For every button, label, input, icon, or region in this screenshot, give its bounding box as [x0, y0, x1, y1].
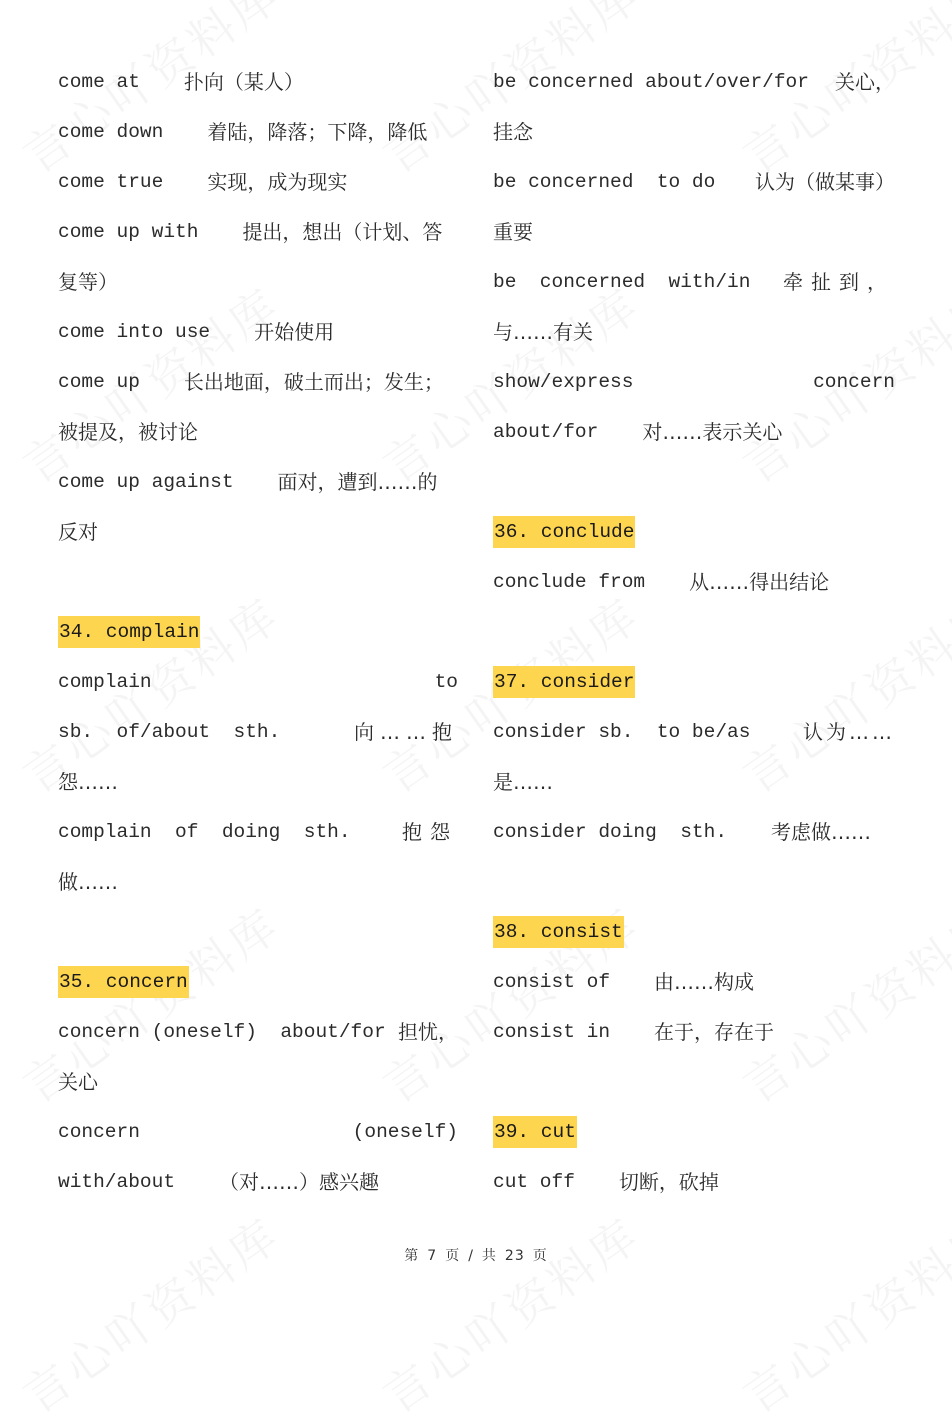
entry-be-concerned-about	[493, 57, 895, 107]
entry-come-at	[58, 57, 458, 107]
entry-concern-with-line2	[58, 1157, 458, 1207]
phrase: consist in	[493, 1021, 611, 1043]
section-heading: 34. complain	[58, 616, 200, 648]
current-page-number: 7	[427, 1248, 438, 1264]
meaning: 抱怨	[402, 820, 458, 844]
meaning: 提出，想出（计划、答	[242, 220, 443, 244]
entry-show-concern	[493, 357, 895, 407]
entry-come-into-use	[58, 307, 458, 357]
phrase: conclude from	[493, 571, 646, 593]
phrase: complain of doing sth.	[58, 821, 351, 843]
phrase: (oneself)	[352, 1121, 458, 1143]
meaning-continued: 怨……	[58, 770, 118, 794]
section-complain	[58, 607, 458, 657]
entry-consider-doing	[493, 807, 895, 857]
footer-total-prefix: 共	[481, 1248, 497, 1264]
entry-come-up	[58, 357, 458, 407]
meaning: 长出地面，破土而出；发生；	[183, 370, 444, 394]
footer-total-suffix: 页	[532, 1248, 548, 1264]
entry-come-up-with-cont	[58, 257, 458, 307]
phrase: come up	[58, 371, 140, 393]
watermark	[728, 1200, 952, 1426]
meaning: 担忧，	[398, 1020, 458, 1044]
entry-consist-in	[493, 1007, 895, 1057]
meaning: 向……抱	[354, 720, 458, 744]
meaning: 开始使用	[254, 320, 335, 344]
entry-consider-sb-cont	[493, 757, 895, 807]
section-concern	[58, 957, 458, 1007]
meaning-continued: 被提及，被讨论	[58, 420, 198, 444]
phrase: be concerned to do	[493, 171, 716, 193]
meaning: （对……）感兴趣	[219, 1170, 380, 1194]
watermark	[368, 1200, 652, 1426]
phrase: with/about	[58, 1171, 176, 1193]
entry-concern-about	[58, 1007, 458, 1057]
entry-be-concerned-to-do	[493, 157, 895, 207]
section-conclude	[493, 507, 895, 557]
entry-complain-to-line2	[58, 707, 458, 757]
left-column	[58, 57, 458, 1207]
entry-be-concerned-to-do-cont	[493, 207, 895, 257]
entry-come-up-against-cont	[58, 507, 458, 557]
entry-cut-off	[493, 1157, 895, 1207]
entry-be-concerned-with	[493, 257, 895, 307]
entry-be-concerned-with-cont	[493, 307, 895, 357]
section-heading: 37. consider	[493, 666, 635, 698]
section-consider	[493, 657, 895, 707]
phrase: come true	[58, 171, 164, 193]
entry-concern-about-cont	[58, 1057, 458, 1107]
meaning-continued: 是……	[493, 770, 553, 794]
meaning: 切断，砍掉	[618, 1170, 719, 1194]
spacer	[493, 457, 895, 507]
entry-come-up-cont	[58, 407, 458, 457]
phrase: show/express	[493, 371, 634, 393]
spacer	[493, 1057, 895, 1107]
phrase: about/for	[493, 421, 599, 443]
entry-come-up-against	[58, 457, 458, 507]
entry-conclude-from	[493, 557, 895, 607]
meaning-continued: 重要	[493, 220, 533, 244]
right-column	[493, 57, 895, 1207]
meaning: 从……得出结论	[689, 570, 830, 594]
entry-concern-with	[58, 1107, 458, 1157]
footer-page-word: 页	[445, 1248, 461, 1264]
meaning-continued: 挂念	[493, 120, 533, 144]
entry-show-concern-line2	[493, 407, 895, 457]
meaning: 牵扯到，	[783, 270, 895, 294]
meaning-continued: 关心	[58, 1070, 98, 1094]
section-heading: 35. concern	[58, 966, 189, 998]
phrase: concern (oneself) about/for	[58, 1021, 386, 1043]
phrase: sb. of/about sth.	[58, 721, 281, 743]
entry-come-up-with	[58, 207, 458, 257]
phrase: come down	[58, 121, 164, 143]
spacer	[493, 607, 895, 657]
spacer	[493, 857, 895, 907]
meaning: 认为（做某事）	[755, 170, 895, 194]
entry-complain-to	[58, 657, 458, 707]
phrase: come at	[58, 71, 140, 93]
spacer	[58, 557, 458, 607]
meaning: 实现，成为现实	[207, 170, 348, 194]
meaning: 扑向（某人）	[183, 70, 304, 94]
section-cut	[493, 1107, 895, 1157]
meaning: 面对，遭到……的	[277, 470, 438, 494]
page-footer	[0, 1245, 952, 1265]
meaning: 由……构成	[654, 970, 755, 994]
phrase: come up with	[58, 221, 199, 243]
meaning: 着陆，降落；下降，降低	[207, 120, 428, 144]
phrase: be concerned about/over/for	[493, 71, 809, 93]
entry-come-down	[58, 107, 458, 157]
phrase: consider doing sth.	[493, 821, 728, 843]
section-heading: 38. consist	[493, 916, 624, 948]
phrase: come into use	[58, 321, 211, 343]
total-pages-number: 23	[504, 1248, 525, 1264]
meaning-continued: 做……	[58, 870, 118, 894]
meaning: 对……表示关心	[642, 420, 783, 444]
meaning: 考虑做……	[771, 820, 872, 844]
phrase: concern	[58, 1121, 140, 1143]
footer-prefix: 第	[404, 1248, 420, 1264]
section-consist	[493, 907, 895, 957]
phrase: cut off	[493, 1171, 575, 1193]
footer-separator: /	[468, 1248, 474, 1264]
entry-complain-to-cont	[58, 757, 458, 807]
meaning: 关心，	[835, 70, 895, 94]
meaning-continued: 与……有关	[493, 320, 593, 344]
entry-consist-of	[493, 957, 895, 1007]
entry-be-concerned-about-cont	[493, 107, 895, 157]
spacer	[58, 907, 458, 957]
entry-come-true	[58, 157, 458, 207]
phrase: complain	[58, 671, 152, 693]
meaning: 在于，存在于	[654, 1020, 775, 1044]
meaning-continued: 复等）	[58, 270, 118, 294]
entry-complain-of-doing-cont	[58, 857, 458, 907]
phrase: come up against	[58, 471, 234, 493]
phrase: concern	[813, 371, 895, 393]
phrase: be concerned with/in	[493, 271, 751, 293]
meaning-continued: 反对	[58, 520, 98, 544]
entry-complain-of-doing	[58, 807, 458, 857]
entry-consider-sb	[493, 707, 895, 757]
section-heading: 39. cut	[493, 1116, 577, 1148]
phrase: consider sb. to be/as	[493, 721, 751, 743]
watermark	[8, 1200, 292, 1426]
phrase: consist of	[493, 971, 611, 993]
meaning: 认为……	[803, 720, 895, 744]
phrase: to	[434, 671, 458, 693]
section-heading: 36. conclude	[493, 516, 635, 548]
